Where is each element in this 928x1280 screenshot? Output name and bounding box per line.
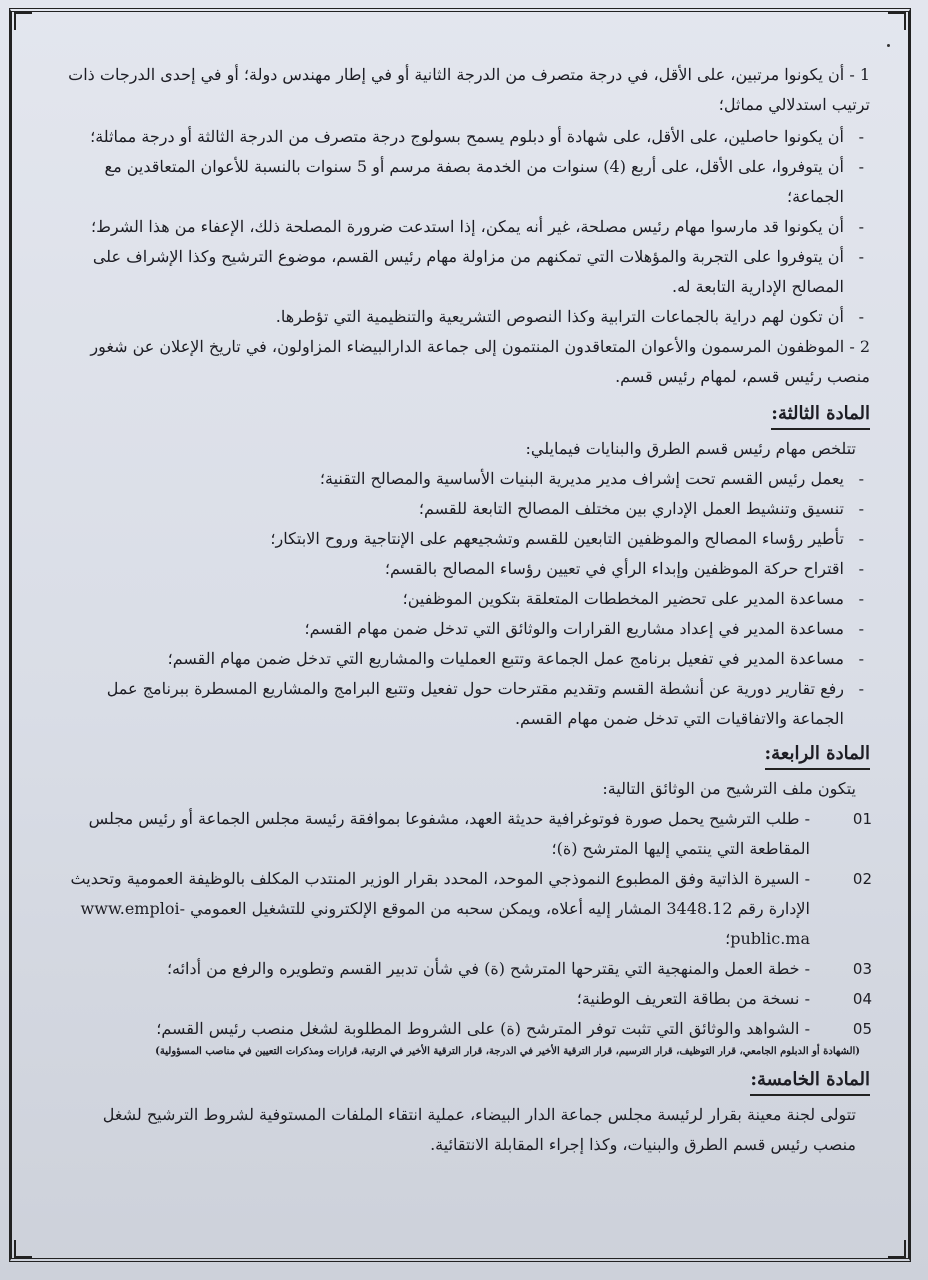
- task-text: رفع تقارير دورية عن أنشطة القسم وتقديم مقترحات حول تفعيل وتتبع البرامج والمشاريع المسطرة ببرنامج عمل الجماعة والاتفاقيات التي تدخل ضمن مهام القسم.: [106, 679, 844, 728]
- task-text: تأطير رؤساء المصالح والموظفين التابعين للقسم وتشجيعهم على الإنتاجية وروح الابتكار؛: [270, 529, 844, 548]
- task-text: مساعدة المدير في إعداد مشاريع القرارات والوثائق التي تدخل ضمن مهام القسم؛: [304, 619, 844, 638]
- task-bullet: - رفع تقارير دورية عن أنشطة القسم وتقديم مقترحات حول تفعيل وتتبع البرامج والمشاريع المسطرة ببرنامج عمل الجماعة والاتفاقيات التي تدخل ضمن مهام القسم.: [106, 679, 864, 728]
- document-text: خطة العمل والمنهجية التي يقترحها المترشح (ة) في شأن تدبير القسم وتطويره والرفع من أدائه؛: [166, 959, 800, 978]
- document-number: 04: [852, 990, 872, 1008]
- documents-note: (الشهادة أو الدبلوم الجامعي، قرار التوظيف، قرار الترسيم، قرار الترقية الأخير في الدرجة، قرار الترقية الأخير في الرتبة، قرارات ومذكرات التعيين في مناصب المسؤولية): [155, 1046, 860, 1057]
- condition-item-2: 2 - الموظفون المرسمون والأعوان المتعاقدون المنتمون إلى جماعة الدارالبيضاء المزاولون، في تاريخ الإعلان عن شغور منصب رئيس قسم، لمهام رئيس قسم.: [90, 337, 870, 386]
- article-5-heading: المادة الخامسة:: [750, 1066, 870, 1096]
- condition-bullet: - أن يتوفروا على التجربة والمؤهلات التي تمكنهم من مزاولة مهام رئيس القسم، موضوع الترشيح وكذا الإشراف على المصالح الإدارية التابعة له.: [92, 247, 864, 296]
- document-number: 01: [852, 810, 872, 828]
- article-4-heading: المادة الرابعة:: [765, 740, 871, 770]
- document-item: 02 - السيرة الذاتية وفق المطبوع النموذجي الموحد، المحدد بقرار الوزير المنتدب المكلف بالوظيفة العمومية وتحديث الإدارة رقم 3448.12 المشار إليه أعلاه، ويمكن سحبه من الموقع الإلكتروني للتشغيل العمومي www.emploi-public.ma؛: [60, 864, 870, 954]
- article-5-text: تتولى لجنة معينة بقرار لرئيسة مجلس جماعة الدار البيضاء، عملية انتقاء الملفات المستوفية لشروط الترشيح لشغل منصب رئيس قسم الطرق والبنيات، وكذا إجراء المقابلة الانتقائية.: [102, 1105, 856, 1154]
- border-ornament: [14, 1240, 32, 1258]
- condition-text: أن يكونوا قد مارسوا مهام رئيس مصلحة، غير أنه يمكن، إذا استدعت ضرورة المصلحة ذلك، الإعفاء من هذا الشرط؛: [91, 217, 844, 236]
- conditions-list: [60, 122, 870, 332]
- document-item: 01 - طلب الترشيح يحمل صورة فوتوغرافية حديثة العهد، مشفوعا بموافقة رئيسة مجلس الجماعة أو رئيس مجلس المقاطعة التي ينتمي إليها المترشح (ة)؛: [60, 804, 870, 864]
- document-number: 05: [852, 1020, 872, 1038]
- document-text: السيرة الذاتية وفق المطبوع النموذجي الموحد، المحدد بقرار الوزير المنتدب المكلف بالوظيفة العمومية وتحديث الإدارة رقم: [70, 869, 810, 918]
- task-text: تنسيق وتنشيط العمل الإداري بين مختلف المصالح التابعة للقسم؛: [418, 499, 844, 518]
- task-text: مساعدة المدير على تحضير المخططات المتعلقة بتكوين الموظفين؛: [402, 589, 844, 608]
- task-bullet: - مساعدة المدير في تفعيل برنامج عمل الجماعة وتتبع العمليات والمشاريع التي تدخل ضمن مهام القسم؛: [167, 649, 864, 668]
- document-item: 03 - خطة العمل والمنهجية التي يقترحها المترشح (ة) في شأن تدبير القسم وتطويره والرفع من أدائه؛: [60, 954, 870, 984]
- border-ornament: [14, 12, 32, 30]
- condition-bullet: - أن يكونوا قد مارسوا مهام رئيس مصلحة، غير أنه يمكن، إذا استدعت ضرورة المصلحة ذلك، الإعفاء من هذا الشرط؛: [91, 217, 864, 236]
- document-item: 05 - الشواهد والوثائق التي تثبت توفر المترشح (ة) على الشروط المطلوبة لشغل منصب رئيس القسم؛: [60, 1014, 870, 1044]
- task-text: يعمل رئيس القسم تحت إشراف مدير مديرية البنيات الأساسية والمصالح التقنية؛: [319, 469, 844, 488]
- document-text: المشار إليه أعلاه، ويمكن سحبه من الموقع الإلكتروني للتشغيل العمومي: [184, 899, 667, 918]
- task-bullet: - مساعدة المدير على تحضير المخططات المتعلقة بتكوين الموظفين؛: [402, 589, 864, 608]
- border-ornament: [888, 1240, 906, 1258]
- documents-list: [60, 804, 870, 1044]
- document-body: [60, 60, 870, 1160]
- condition-bullet: - أن يتوفروا، على الأقل، على أربع (4) سنوات من الخدمة بصفة مرسم أو 5 سنوات بالنسبة للأعوان المتعاقدين مع الجماعة؛: [104, 157, 864, 206]
- document-text: طلب الترشيح يحمل صورة فوتوغرافية حديثة العهد، مشفوعا بموافقة رئيسة مجلس الجماعة أو رئيس مجلس المقاطعة التي ينتمي إليها المترشح (ة)؛: [88, 809, 810, 858]
- condition-text: أن يكونوا حاصلين، على الأقل، على شهادة أو دبلوم يسمح بسولوج درجة متصرف من الدرجة الثالثة أو درجة مماثلة؛: [90, 127, 844, 146]
- article-3-heading: المادة الثالثة:: [771, 400, 870, 430]
- condition-text: أن يتوفروا، على الأقل، على أربع (4) سنوات من الخدمة بصفة مرسم أو 5 سنوات بالنسبة للأعوان المتعاقدين مع الجماعة؛: [104, 157, 844, 206]
- document-text: نسخة من بطاقة التعريف الوطنية؛: [576, 989, 800, 1008]
- condition-text: أن يتوفروا على التجربة والمؤهلات التي تمكنهم من مزاولة مهام رئيس القسم، موضوع الترشيح وكذا الإشراف على المصالح الإدارية التابعة له.: [92, 247, 844, 296]
- task-text: مساعدة المدير في تفعيل برنامج عمل الجماعة وتتبع العمليات والمشاريع التي تدخل ضمن مهام القسم؛: [167, 649, 844, 668]
- tasks-list: [60, 464, 870, 734]
- condition-text: أن تكون لهم دراية بالجماعات الترابية وكذا النصوص التشريعية والتنظيمية التي تؤطرها.: [275, 307, 844, 326]
- task-text: اقتراح حركة الموظفين وإبداء الرأي في تعيين رؤساء المصالح بالقسم؛: [384, 559, 844, 578]
- document-text: الشواهد والوثائق التي تثبت توفر المترشح (ة) على الشروط المطلوبة لشغل منصب رئيس القسم؛: [156, 1019, 800, 1038]
- task-bullet: - مساعدة المدير في إعداد مشاريع القرارات والوثائق التي تدخل ضمن مهام القسم؛: [304, 619, 864, 638]
- task-bullet: - يعمل رئيس القسم تحت إشراف مدير مديرية البنيات الأساسية والمصالح التقنية؛: [319, 469, 864, 488]
- article-3-intro: تتلخص مهام رئيس قسم الطرق والبنايات فيمايلي:: [525, 439, 856, 458]
- document-number: 03: [852, 960, 872, 978]
- document-item: 04 - نسخة من بطاقة التعريف الوطنية؛: [60, 984, 870, 1014]
- ink-dot: [887, 44, 890, 47]
- condition-bullet: - أن يكونوا حاصلين، على الأقل، على شهادة أو دبلوم يسمح بسولوج درجة متصرف من الدرجة الثالثة أو درجة مماثلة؛: [90, 127, 864, 146]
- decree-number: 3448.12: [666, 899, 733, 918]
- task-bullet: - تنسيق وتنشيط العمل الإداري بين مختلف المصالح التابعة للقسم؛: [418, 499, 864, 518]
- border-ornament: [888, 12, 906, 30]
- condition-item-1: 1 - أن يكونوا مرتبين، على الأقل، في درجة متصرف من الدرجة الثانية أو في إطار مهندس دولة؛ أو في إحدى الدرجات ذات ترتيب استدلالي مماثل؛: [68, 65, 870, 114]
- article-4-intro: يتكون ملف الترشيح من الوثائق التالية:: [602, 779, 856, 798]
- task-bullet: - تأطير رؤساء المصالح والموظفين التابعين للقسم وتشجيعهم على الإنتاجية وروح الابتكار؛: [270, 529, 864, 548]
- document-text: ؛: [725, 929, 731, 948]
- website-link: www.emploi-public.ma: [80, 899, 810, 948]
- task-bullet: - اقتراح حركة الموظفين وإبداء الرأي في تعيين رؤساء المصالح بالقسم؛: [384, 559, 864, 578]
- document-number: 02: [852, 870, 872, 888]
- condition-bullet: - أن تكون لهم دراية بالجماعات الترابية وكذا النصوص التشريعية والتنظيمية التي تؤطرها.: [275, 307, 864, 326]
